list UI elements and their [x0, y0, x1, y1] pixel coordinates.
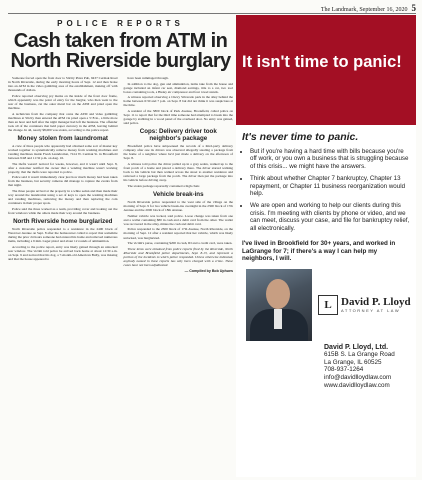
paragraph: North Riverside police responded to a residence in the 2400 block of Westover Avenue on Sept. 8 after the homeowner called to report that sometime during the prior 24 hours someone had entered his home and removed numerous items, including a 9 mm. Luger pistol and about 12 rounds of ammunition.	[8, 226, 118, 244]
paragraph: The stolen package reportedly contained a high chair.	[127, 183, 200, 188]
paragraph: North Riverside police responded to the west side of the village on the morning of Sept. 9 for two vehicle break-ins overnight in the 2300 block of 17th Avenue and the 2000 block of 18th Avenue.	[123, 199, 233, 213]
ad-headline: It isn't time to panic!	[242, 53, 402, 71]
paragraph: Police said the three worked as a team, providing cover and looking out the front windows while the others made their way around the business.	[8, 206, 118, 215]
section-kicker: POLICE REPORTS	[57, 19, 184, 28]
subhead-vehicle-break-ins: Vehicle break-ins	[152, 190, 204, 198]
article-headline: Cash taken from ATM in North Riverside burglary	[10, 30, 231, 72]
firm-tagline: ATTORNEY AT LAW	[341, 308, 401, 314]
contact-city: La Grange, IL 60525	[324, 358, 382, 366]
article-columns	[8, 76, 233, 273]
paragraph: In addition to the dog, gun and ammunition, items take from the house and garage included an infant car seat, diamond earrings, title to a car, two tool boxes containing tools, a Husky air compressor and four towel stands.	[123, 81, 233, 94]
byline-credit: — Compiled by Bob Uphues	[184, 268, 233, 273]
paragraph: A witness told police the driver pulled up in a grey sedan, walked up to the front porch of a home and placed a delivery there. The driver started walking back to his vehicle but then walked across the street to another residence and removed a large package from the porch. The driver then put the package into his vehicle before driving away.	[123, 162, 233, 183]
paragraph: A resident of the 3800 block of Park Avenue, Brookfield, called police on Sept. 11 to report that for the third time someone had attempted to break into the garage by stabbing in a wood panel of the overhead door. No entry was gained, said police.	[123, 109, 233, 126]
paragraph: Brookfield police have subpoenaed the records of a third-party delivery company after one its drivers was observed allegedly stealing a package from the home of a neighbor where he'd just made a delivery on the afternoon of Sept. 8.	[123, 144, 233, 161]
paragraph: Police responded to the 2300 block of 17th Avenue, North Riverside, on the morning of Sept. 12 after a resident reported that her vehicle, which was likely unlocked, was burglarized.	[123, 227, 233, 240]
attorney-advertisement	[236, 15, 416, 477]
page-header	[321, 3, 416, 13]
column-1	[8, 76, 118, 273]
ad-bullet: • We are open and working to help our clients during this crisis. I'm meeting with clients by phone or video, and we can meet, discuss your case, and file for bankruptcy relief, all electronically.	[250, 202, 411, 232]
paragraph: have been rummaged through.	[127, 76, 169, 80]
source-note: These items were obtained from police reports filed by the Riverside, North Riverside and Brookfield police departments, Sept. 8-13, and represent a portion of the incidents to which police responded. Unless otherwise indicated, anybody named in these reports has only been charged with a crime. These cases have not been adjudicated.	[123, 246, 233, 267]
paragraph: Police said it wasn't immediately clear just how much money had been taken from the business, but security cameras did manage to capture the events from that night.	[8, 175, 118, 188]
firm-name: David P. Lloyd	[341, 296, 411, 309]
contact-firm: David P. Lloyd, Ltd.	[324, 343, 389, 351]
subhead-delivery-driver: Cops: Delivery driver took neighbor's package	[139, 128, 217, 143]
ad-bullet: • But if you're having a hard time with bills because you're off work, or you own a business that is struggling because of this crisis... we might have the answers.	[250, 148, 411, 170]
paragraph: The victim's purse, containing $200 in cash, ID and a credit card, were taken.	[127, 241, 233, 246]
photo-face	[266, 279, 290, 309]
paragraph: Someone forced open the front door to Slicity Pizza Pub, 9437 Cermak Road in North Riverside, during the early morning hours of Sept. 12 and then broke into an ATM in the video gambling area of the establishment, making off with thousands of dollars.	[8, 76, 118, 93]
paragraph: The three people arrived at the property in a white sedan and then made their way around the laundromat using a set of keys to open the washing machines and vending machines, removing the money and then replacing the coin containers in their proper spots.	[8, 189, 118, 206]
paragraph: Neither vehicle was locked, said police. Loose change was taken from one and a wallet containing $80 in cash and a debit card from the other. The wallet was recovered in the alley, minus the cash and debit card.	[123, 213, 233, 226]
paper-date: The Landmark, September 16, 2020	[320, 7, 408, 13]
attorney-photo	[246, 269, 312, 341]
photo-shirt	[274, 309, 282, 329]
header-rule	[8, 13, 416, 14]
monogram-icon: L	[318, 295, 338, 315]
column-2	[124, 76, 234, 273]
ad-lead-text: I've lived in Brookfield for 30+ years, and worked in LaGrange for 7; if there's a way I can help my neighbors, I will.	[242, 240, 396, 263]
contact-phone: 708-937-1264	[324, 366, 364, 374]
ad-bullet: • Think about whether Chapter 7 bankruptcy, Chapter 13 repayment, or Chapter 11 business reorganization would help.	[250, 175, 411, 197]
paragraph: According to the police report, entry was likely gained through an unlocked rear window. The victim told police he arrived back home at about 12:30 a.m. on Sept. 9 and noticed that his dog, a 7-month-old American Bully, was missing and that the house appeared to	[8, 244, 118, 261]
contact-email: info@davidlloydlaw.com	[324, 373, 392, 381]
ad-bullet-list	[236, 148, 416, 232]
paragraph: A technician from the company that owns the ATM and video gambling machines at Slicity then entered the ATM via pried open a 5×8 in., a little more than an hour and half after the night manager had left the business. The offender took all of the containers that held paper currency in the ATM, leaving behind the change. In all, nearly $8,000 was stolen, according to the police report.	[8, 111, 118, 132]
ad-banner	[236, 15, 416, 125]
paragraph: Police reported observing pry marks on the inside of the front door frame, which apparently was the point of entry for the burglar, who then went to the rear of the business, cut the outer metal bar on the ATM and pried open the machine.	[8, 93, 118, 110]
ad-subhead: It's never time to panic.	[242, 131, 359, 143]
contact-block	[324, 344, 416, 390]
paragraph: The thefts weren't noticed for weeks, however, and it wasn't until Sept. 8, after a customer notified the owner that a vending machine wasn't working properly, that the thefts were reported to police.	[8, 161, 118, 174]
paragraph: A crew of three people who apparently had obtained some sort of master key worked together to systematically remove money from washing machines and vending machines inside Fresh Laundromat, 7414 W. Cermak St. in Brookfield between 9:48 and 11:32 p.m. on Aug. 16.	[8, 143, 118, 160]
police-reports-section	[8, 15, 233, 477]
contact-street: 615B S. La Grange Road	[324, 351, 395, 359]
subhead-laundromat: Money stolen from laundromat	[17, 134, 108, 142]
subhead-home-burglary: North Riverside home burglarized	[13, 217, 113, 225]
contact-website: www.davidlloydlaw.com	[324, 381, 390, 389]
firm-logo	[318, 295, 411, 315]
page-number: 5	[411, 3, 416, 13]
firm-wordmark	[341, 296, 411, 313]
ad-brand-row	[246, 269, 416, 341]
paragraph: A witness reported observing a Chevy Silverado park in the alley behind the home between 6:30 and 7 p.m. on Sept. 8 but did not think it was suspicious at the time.	[123, 95, 233, 108]
